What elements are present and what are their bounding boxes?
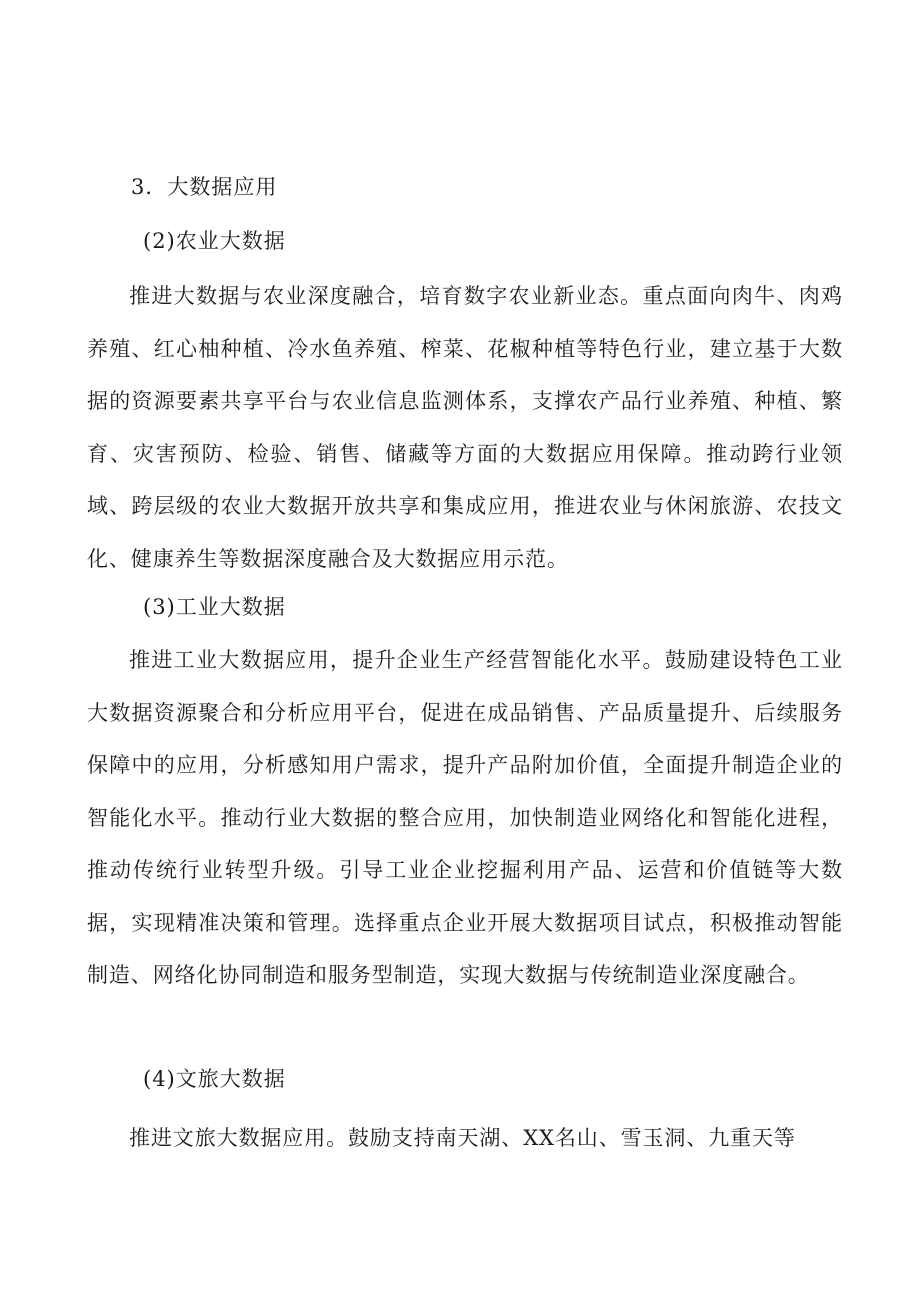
paragraph-industry: 推进工业大数据应用，提升企业生产经营智能化水平。鼓励建设特色工业大数据资源聚合和分析应用平台，促进在成品销售、产品质量提升、后续服务保障中的应用，分析感知用户需求，提升产品附加价值，全面提升制造企业的智能化水平。推动行业大数据的整合应用，加快制造业网络化和智能化进程，推动传统行业转型升级。引导工业企业挖掘利用产品、运营和价值链等大数据，实现精准决策和管理。选择重点企业开展大数据项目试点，积极推动智能制造、网络化协同制造和服务型制造，实现大数据与传统制造业深度融合。 <box>87 648 843 987</box>
paragraph-agriculture: 推进大数据与农业深度融合，培育数字农业新业态。重点面向肉牛、肉鸡养殖、红心柚种植、冷水鱼养殖、榨菜、花椒种植等特色行业，建立基于大数据的资源要素共享平台与农业信息监测体系，支撑农产品行业养殖、种植、繁育、灾害预防、检验、销售、储藏等方面的大数据应用保障。推动跨行业领域、跨层级的农业大数据开放共享和集成应用，推进农业与休闲旅游、农技文化、健康养生等数据深度融合及大数据应用示范。 <box>87 284 843 571</box>
subsection-heading-agriculture: (2)农业大数据 <box>143 229 286 253</box>
subsection-heading-industry: (3)工业大数据 <box>143 595 286 619</box>
paragraph-tourism: 推进文旅大数据应用。鼓励支持南天湖、XX名山、雪玉洞、九重天等 <box>129 1126 796 1150</box>
section-title: 3．大数据应用 <box>131 175 278 199</box>
subsection-heading-tourism: (4)文旅大数据 <box>143 1067 286 1091</box>
